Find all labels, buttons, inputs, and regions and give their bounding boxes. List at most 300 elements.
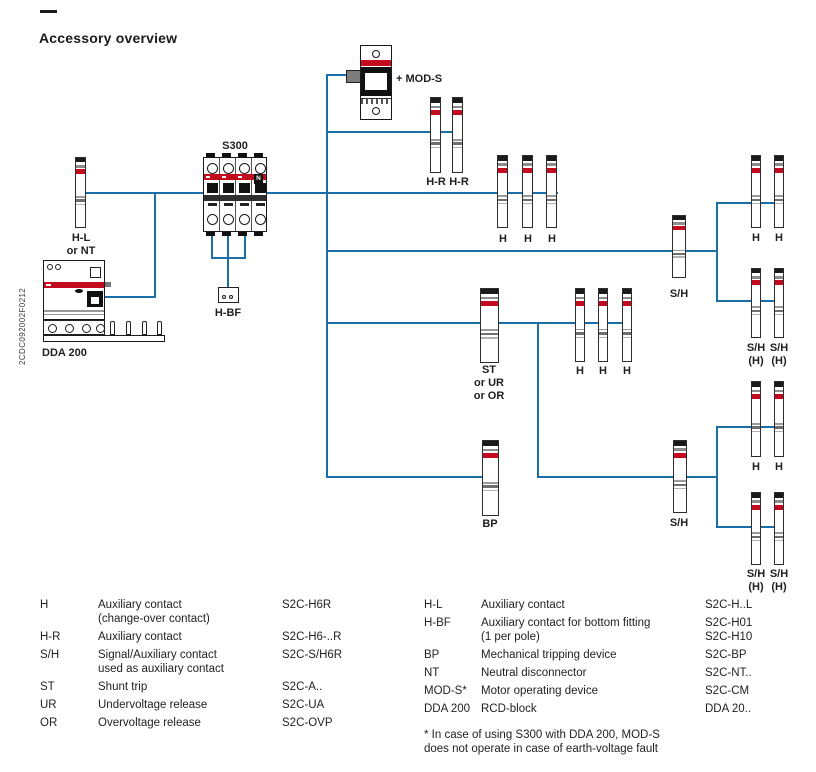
strip-band-g2 <box>547 199 556 201</box>
legend-code: S2C-BP <box>705 649 747 661</box>
legend-desc <box>481 616 705 644</box>
strip-band-red <box>76 169 85 174</box>
strip-sh-lpair-2 <box>774 492 784 565</box>
strip-band-g1 <box>599 329 607 331</box>
dda-base-plate <box>43 335 165 342</box>
strip-band-red <box>453 110 462 115</box>
strip-h-1a <box>497 155 508 228</box>
s300-slot <box>256 203 265 206</box>
strip-band-red <box>752 280 760 285</box>
strip-band-g2 <box>523 199 532 201</box>
strip-h-upair-2 <box>774 155 784 228</box>
strip-band-red <box>498 168 507 173</box>
label-h-r-1: H-R <box>426 176 446 188</box>
legend-desc-line: Auxiliary contact for bottom fitting <box>481 617 651 629</box>
strip-band-g0 <box>752 163 760 165</box>
strip-band-g3 <box>481 337 498 339</box>
s300-red-mark <box>222 176 226 178</box>
s300-slot <box>208 203 217 206</box>
dda-terminal-strip <box>43 320 105 335</box>
title-dash <box>40 10 57 13</box>
dda-red-mark <box>46 284 51 286</box>
label-s-h: S/H <box>746 342 766 354</box>
legend-desc: RCD-block <box>481 703 537 715</box>
legend-term: H-BF <box>424 617 451 629</box>
legend-code-line: S2C-H01 <box>705 617 753 629</box>
strip-band-cap <box>483 441 498 446</box>
strip-band-g1 <box>453 139 462 141</box>
strip-h-2a <box>575 288 585 362</box>
strip-band-g1 <box>752 532 760 534</box>
strip-band-red <box>775 168 783 173</box>
legend-code: DDA 20.. <box>705 703 752 715</box>
strip-sh-lpair-1 <box>751 492 761 565</box>
strip-band-g3 <box>547 203 556 205</box>
h-bf-device <box>218 287 239 303</box>
strip-band-g3 <box>775 203 783 205</box>
strip-band-red <box>483 453 498 458</box>
legend-code: S2C-A.. <box>282 681 323 693</box>
dda-terminal <box>96 324 105 333</box>
mod-s-screw-top <box>372 50 380 58</box>
strip-band-cap <box>775 156 783 161</box>
legend-left <box>40 598 402 730</box>
label-h: H <box>524 233 532 245</box>
strip-band-g2 <box>752 199 760 201</box>
document-code: 2CDC092002F0212 <box>18 287 27 365</box>
strip-band-cap <box>752 156 760 161</box>
s300-tab <box>206 232 215 236</box>
mod-s-red-band <box>361 60 391 66</box>
connector-line-sh-upper <box>326 250 718 252</box>
s300-screw <box>207 163 218 174</box>
strip-h-lpair-2 <box>774 381 784 457</box>
footnote-line: * In case of using S300 with DDA 200, MOD-S <box>424 729 660 741</box>
label-bp: BP <box>482 518 498 530</box>
connector-line-trunk <box>326 74 328 478</box>
strip-band-g1 <box>431 139 440 141</box>
strip-band-cap <box>481 289 498 294</box>
legend-desc: Auxiliary contact <box>98 631 182 643</box>
label-or-nt: or NT <box>66 245 96 257</box>
strip-band-g2 <box>752 426 760 429</box>
strip-band-g2 <box>481 333 498 335</box>
legend-code: S2C-UA <box>282 699 325 711</box>
label-s-h: S/H <box>769 342 789 354</box>
strip-band-g1 <box>752 423 760 425</box>
legend-code: S2C-H..L <box>705 599 753 611</box>
strip-band-red <box>599 301 607 306</box>
legend-term: NT <box>424 667 440 679</box>
label-h-bf: H-BF <box>214 307 242 319</box>
strip-h-upair-1 <box>751 155 761 228</box>
legend-desc <box>98 598 282 626</box>
strip-band-g3 <box>775 431 783 433</box>
label-h-paren: (H) <box>771 355 787 367</box>
strip-band-g0 <box>547 163 556 165</box>
s300-screw <box>255 163 266 174</box>
connector-line-pair-u2 <box>716 300 780 302</box>
strip-band-red <box>481 301 498 306</box>
strip-band-g3 <box>599 337 607 339</box>
dda-groove <box>44 314 104 316</box>
strip-band-g0 <box>431 106 440 109</box>
s300-tab <box>222 232 231 236</box>
connector-line-hr <box>326 131 462 133</box>
strip-band-g1 <box>576 329 584 331</box>
strip-band-g3 <box>523 203 532 205</box>
legend-desc: Mechanical tripping device <box>481 649 617 661</box>
legend-desc-line: used as auxiliary contact <box>98 663 224 675</box>
strip-band-red <box>576 301 584 306</box>
legend-code: S2C-CM <box>705 685 750 697</box>
label-h: H <box>775 461 783 473</box>
strip-band-g1 <box>483 482 498 484</box>
legend-desc-line: (1 per pole) <box>481 631 540 643</box>
strip-band-g0 <box>673 222 685 224</box>
label-h: H <box>576 365 584 377</box>
legend-code: S2C-NT.. <box>705 667 752 679</box>
s300-tab <box>238 232 247 236</box>
strip-band-g3 <box>775 314 783 315</box>
strip-band-g1 <box>775 423 783 425</box>
mod-s-frame-bottom <box>361 90 391 96</box>
strip-band-cap <box>673 216 685 220</box>
strip-band-g1 <box>523 195 532 197</box>
strip-st <box>480 288 499 363</box>
legend-desc: Auxiliary contact <box>481 599 565 611</box>
strip-band-g1 <box>752 195 760 197</box>
strip-band-g1 <box>547 195 556 197</box>
strip-band-cap <box>547 156 556 161</box>
dda-groove <box>44 310 104 312</box>
strip-band-cap <box>431 98 440 103</box>
strip-h-l <box>75 157 86 228</box>
connector-line-branch-v1 <box>716 202 718 302</box>
label-s-h-h <box>747 568 765 594</box>
strip-h-2b <box>598 288 608 362</box>
label-s-h: S/H <box>746 568 766 580</box>
s300-screw <box>223 163 234 174</box>
strip-band-g3 <box>498 203 507 205</box>
strip-band-g2 <box>599 332 607 334</box>
strip-band-g3 <box>76 204 85 206</box>
h-bf-dot <box>222 295 226 299</box>
s300-toggle <box>255 183 266 193</box>
connector-line-dda-v <box>154 193 156 298</box>
label-h: H <box>599 365 607 377</box>
strip-band-g0 <box>623 297 631 300</box>
strip-band-g2 <box>752 536 760 538</box>
s300-toggle <box>223 183 234 193</box>
legend-term: H-L <box>424 599 443 611</box>
strip-band-g1 <box>775 532 783 534</box>
dda-red-band <box>44 282 104 288</box>
legend-desc-line: Auxiliary contact <box>98 599 182 611</box>
label-h-l: H-L <box>71 232 91 244</box>
s300-toggle <box>239 183 250 193</box>
strip-h-r-1 <box>430 97 441 173</box>
connector-line-bp <box>326 476 484 478</box>
strip-band-g0 <box>498 163 507 165</box>
page-title: Accessory overview <box>39 30 178 46</box>
label-h: H <box>623 365 631 377</box>
strip-h-1c <box>546 155 557 228</box>
connector-line-dda-h <box>105 296 156 298</box>
connector-line-pair-l1 <box>716 426 780 428</box>
footnote <box>424 728 660 756</box>
connector-line-pair-l2 <box>716 526 780 528</box>
strip-band-g2 <box>431 142 440 145</box>
dda-pin <box>110 321 115 335</box>
label-h-paren: (H) <box>771 581 787 593</box>
legend-desc: Overvoltage release <box>98 717 201 729</box>
dda-window <box>90 267 101 278</box>
legend-desc: Neutral disconnector <box>481 667 587 679</box>
strip-band-red <box>752 394 760 399</box>
strip-band-g0 <box>775 500 783 502</box>
dda-connector-window <box>91 297 99 304</box>
strip-band-cap <box>576 289 584 294</box>
strip-band-cap <box>752 269 760 273</box>
strip-band-g2 <box>498 199 507 201</box>
strip-band-g3 <box>775 540 783 542</box>
strip-band-red <box>775 280 783 285</box>
strip-band-cap <box>453 98 462 103</box>
strip-band-cap <box>599 289 607 294</box>
connector-line-branch-v2 <box>716 426 718 528</box>
strip-band-red <box>752 168 760 173</box>
strip-band-g1 <box>623 329 631 331</box>
strip-bp <box>482 440 499 516</box>
connector-line-mods <box>326 74 348 76</box>
strip-band-red <box>674 453 686 458</box>
legend-code: S2C-OVP <box>282 717 333 729</box>
strip-band-red <box>775 394 783 399</box>
strip-band-g3 <box>623 337 631 339</box>
strip-band-cap <box>775 269 783 273</box>
strip-band-g3 <box>752 431 760 433</box>
legend-code: S2C-H6R <box>282 599 332 611</box>
strip-band-g2 <box>453 142 462 145</box>
label-s-h-h <box>747 342 765 368</box>
strip-band-g0 <box>481 297 498 300</box>
strip-band-g3 <box>752 314 760 315</box>
s300-screw <box>255 214 266 225</box>
strip-band-g0 <box>752 276 760 278</box>
strip-band-cap <box>752 493 760 498</box>
strip-band-g2 <box>674 484 686 486</box>
s300-screw <box>223 214 234 225</box>
label-or-ur: or UR <box>474 377 504 389</box>
strip-band-g2 <box>576 332 584 334</box>
s300-toggle <box>207 183 218 193</box>
mod-s-hatch <box>361 98 391 104</box>
strip-band-red <box>752 505 760 510</box>
strip-band-red <box>523 168 532 173</box>
s300-screw <box>207 214 218 225</box>
s300-slot <box>240 203 249 206</box>
label-st: ST <box>481 364 497 376</box>
strip-h-lpair-1 <box>751 381 761 457</box>
strip-band-cap <box>775 493 783 498</box>
strip-band-g0 <box>674 448 686 450</box>
label-mod-s: + MOD-S <box>396 73 443 85</box>
dda-screw <box>55 264 61 270</box>
strip-band-g3 <box>431 147 440 149</box>
strip-band-g1 <box>673 250 685 252</box>
label-s300: S300 <box>222 140 248 152</box>
label-s-h: S/H <box>769 568 789 580</box>
connector-line-mid-vertical <box>537 322 539 478</box>
strip-band-g3 <box>674 488 686 490</box>
legend-term: ST <box>40 681 55 693</box>
strip-s-h-lower <box>673 440 687 513</box>
strip-band-cap <box>623 289 631 294</box>
h-bf-dot <box>229 295 233 299</box>
strip-band-cap <box>674 441 686 446</box>
strip-band-g1 <box>76 196 85 198</box>
strip-band-g0 <box>775 276 783 278</box>
dda-terminal <box>65 324 74 333</box>
legend-term: H <box>40 599 49 611</box>
strip-band-g2 <box>623 332 631 334</box>
dda-screw <box>47 264 53 270</box>
s300-slot <box>224 203 233 206</box>
strip-band-cap <box>523 156 532 161</box>
strip-h-1b <box>522 155 533 228</box>
strip-band-g2 <box>775 310 783 312</box>
strip-band-g1 <box>481 329 498 331</box>
s300-mid-band <box>204 195 266 201</box>
strip-band-g1 <box>498 195 507 197</box>
label-s-h-lower: S/H <box>669 517 689 529</box>
legend-code: S2C-H6-..R <box>282 631 342 643</box>
strip-band-g2 <box>673 253 685 255</box>
strip-band-g3 <box>752 540 760 542</box>
legend-desc: Motor operating device <box>481 685 598 697</box>
strip-band-cap <box>76 158 85 162</box>
legend-term: S/H <box>40 649 60 661</box>
label-dda-200: DDA 200 <box>42 347 87 359</box>
strip-h-r-2 <box>452 97 463 173</box>
strip-band-g1 <box>775 306 783 308</box>
strip-band-g0 <box>752 390 760 393</box>
legend-term: OR <box>40 717 58 729</box>
legend-term: H-R <box>40 631 61 643</box>
dda-terminal <box>48 324 57 333</box>
s300-neutral-mark: N <box>254 174 263 184</box>
strip-band-g3 <box>576 337 584 339</box>
strip-band-red <box>775 505 783 510</box>
label-h: H <box>752 232 760 244</box>
strip-band-cap <box>752 382 760 387</box>
wire-s300-h <box>211 257 246 259</box>
dda-pin <box>126 321 131 335</box>
strip-band-g3 <box>673 256 685 257</box>
strip-band-g3 <box>752 203 760 205</box>
s300-red-mark <box>238 176 242 178</box>
strip-band-g2 <box>775 536 783 538</box>
legend-code-line: S2C-H10 <box>705 631 753 643</box>
strip-band-g0 <box>576 297 584 300</box>
label-or-or: or OR <box>473 390 505 402</box>
s300-tab <box>254 232 263 236</box>
legend-code <box>705 616 805 644</box>
s300-screw <box>239 214 250 225</box>
strip-band-red <box>431 110 440 115</box>
label-h: H <box>775 232 783 244</box>
legend-code: S2C-S/H6R <box>282 649 343 661</box>
label-h-paren: (H) <box>748 355 764 367</box>
legend-desc-line: (change-over contact) <box>98 613 210 625</box>
strip-band-g0 <box>775 163 783 165</box>
footnote-line: does not operate in case of earth-voltage fault <box>424 743 658 755</box>
strip-band-g1 <box>775 195 783 197</box>
strip-band-g3 <box>483 490 498 492</box>
label-h-r-2: H-R <box>449 176 469 188</box>
strip-sh-upair-1 <box>751 268 761 338</box>
dda-terminal <box>82 324 91 333</box>
strip-band-g0 <box>453 106 462 109</box>
strip-band-cap <box>498 156 507 161</box>
strip-band-red <box>547 168 556 173</box>
dda-test-button <box>75 289 83 293</box>
strip-band-red <box>673 226 685 230</box>
label-h: H <box>499 233 507 245</box>
strip-band-g2 <box>752 310 760 312</box>
legend-term: BP <box>424 649 440 661</box>
label-h: H <box>548 233 556 245</box>
legend-term: MOD-S* <box>424 685 467 697</box>
label-h: H <box>752 461 760 473</box>
strip-band-g1 <box>752 306 760 308</box>
strip-band-g0 <box>483 449 498 452</box>
dda-pin <box>142 321 147 335</box>
dda-pin <box>157 321 162 335</box>
strip-h-2c <box>622 288 632 362</box>
strip-band-g2 <box>76 199 85 201</box>
mod-s-screw-bottom <box>372 107 380 115</box>
legend-right <box>424 598 805 716</box>
strip-band-g2 <box>775 199 783 201</box>
legend-term: UR <box>40 699 57 711</box>
strip-band-g3 <box>453 147 462 149</box>
strip-band-g0 <box>752 500 760 502</box>
s300-red-mark <box>206 176 210 178</box>
label-s-h-h <box>770 568 788 594</box>
s300-breaker <box>203 157 267 232</box>
legend-desc: Shunt trip <box>98 681 148 693</box>
dda-side-tab <box>105 282 111 287</box>
strip-band-cap <box>775 382 783 387</box>
strip-band-g0 <box>523 163 532 165</box>
strip-band-g2 <box>775 426 783 429</box>
strip-s-h-upper <box>672 215 686 278</box>
strip-band-g1 <box>674 480 686 482</box>
strip-band-g2 <box>483 485 498 488</box>
mod-s-device <box>360 45 392 120</box>
strip-band-g0 <box>775 390 783 393</box>
connector-line-pair-u1 <box>716 202 780 204</box>
strip-band-g0 <box>599 297 607 300</box>
legend-desc <box>98 648 282 676</box>
legend-desc: Undervoltage release <box>98 699 208 711</box>
legend-term: DDA 200 <box>424 703 471 715</box>
dda-200-device <box>43 260 105 320</box>
strip-band-red <box>623 301 631 306</box>
strip-sh-upair-2 <box>774 268 784 338</box>
